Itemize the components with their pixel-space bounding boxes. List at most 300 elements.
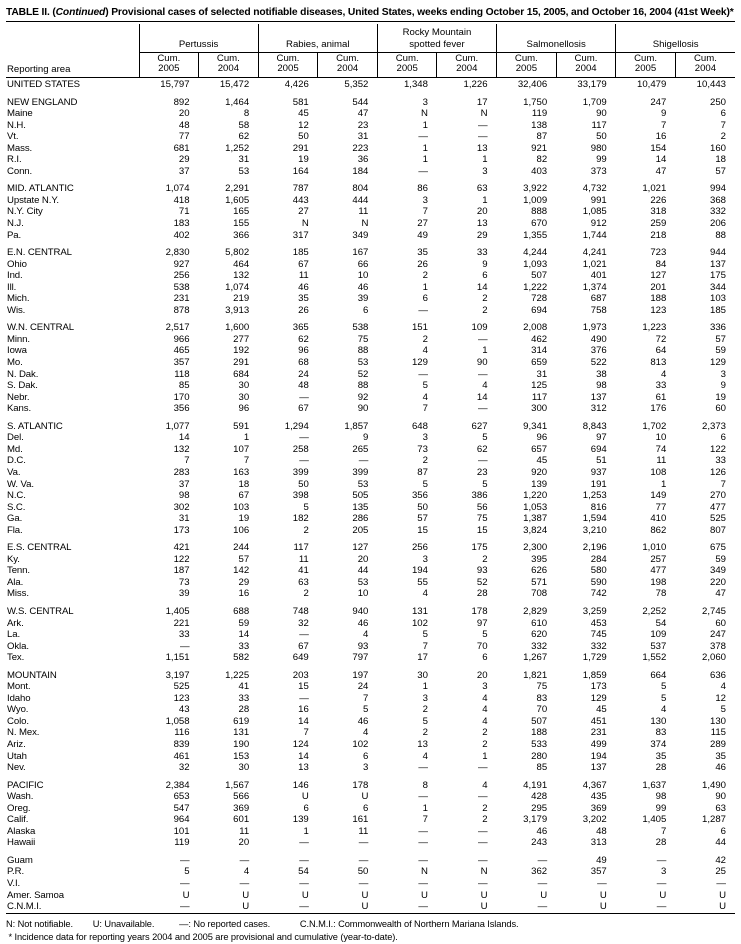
cell-value: 178 bbox=[471, 605, 488, 617]
table-row bbox=[6, 369, 735, 381]
cell-value: 49 bbox=[417, 229, 428, 241]
cell-value: 270 bbox=[709, 490, 726, 502]
row-area-label: Ariz. bbox=[7, 738, 26, 750]
cell-value: 63 bbox=[476, 183, 488, 195]
cell-value: 12 bbox=[298, 119, 309, 131]
cell-value: 103 bbox=[233, 501, 250, 513]
cell-value: — bbox=[180, 854, 190, 866]
cell-value: 41 bbox=[298, 565, 309, 577]
cell-value: 44 bbox=[357, 565, 369, 577]
cell-value: 369 bbox=[233, 802, 250, 814]
cell-value: 13 bbox=[476, 218, 488, 230]
cell-value: 15,797 bbox=[160, 79, 190, 90]
row-area-label: Ill. bbox=[7, 281, 17, 293]
cell-value: 566 bbox=[233, 791, 250, 803]
cell-value: U bbox=[599, 901, 607, 913]
cell-value: 1,859 bbox=[582, 669, 607, 681]
cell-value: 191 bbox=[590, 478, 607, 490]
row-area-label: Pa. bbox=[7, 229, 22, 241]
row-area-label: Kans. bbox=[7, 403, 32, 415]
cell-value: 35 bbox=[715, 750, 726, 762]
cell-value: — bbox=[477, 333, 488, 345]
cell-value: 464 bbox=[233, 258, 250, 270]
row-area-label: Wis. bbox=[7, 304, 26, 316]
cell-value: 56 bbox=[476, 501, 488, 513]
cell-value: 10 bbox=[655, 432, 667, 444]
year-label: 2005 bbox=[158, 63, 180, 75]
row-area-label: S.C. bbox=[7, 501, 26, 513]
table-row bbox=[6, 780, 735, 792]
cell-value: 3 bbox=[422, 553, 428, 565]
cell-value: 1,222 bbox=[523, 281, 548, 293]
disease-name-line1: Pertussis bbox=[178, 38, 219, 50]
cell-value: — bbox=[477, 791, 488, 803]
row-area-label: Mont. bbox=[7, 681, 31, 693]
cell-value: 219 bbox=[233, 293, 250, 305]
cell-value: 920 bbox=[531, 466, 548, 478]
year-label: 2004 bbox=[336, 63, 359, 75]
cell-value: 106 bbox=[233, 524, 250, 536]
row-area-label: Md. bbox=[7, 443, 23, 455]
cell-value: 7 bbox=[422, 206, 428, 218]
cell-value: 694 bbox=[531, 304, 548, 316]
cell-value: 461 bbox=[173, 750, 190, 762]
cell-value: 49 bbox=[596, 854, 607, 866]
cell-value: 73 bbox=[178, 576, 190, 588]
cell-value: 130 bbox=[709, 715, 726, 727]
table-row bbox=[6, 513, 735, 525]
cell-value: 5 bbox=[422, 629, 428, 641]
title-suffix: ) Provisional cases of selected notifiable diseases, United States, weeks ending October 15, 2005, and October 16, 2004 (41st Week)* bbox=[105, 7, 734, 18]
cell-value: 490 bbox=[590, 333, 607, 345]
cell-value: 90 bbox=[715, 791, 726, 803]
cell-value: 1,750 bbox=[523, 96, 548, 108]
cell-value: — bbox=[537, 878, 548, 889]
cell-value: 912 bbox=[590, 218, 607, 230]
cell-value: 1,594 bbox=[582, 513, 607, 525]
cell-value: 813 bbox=[650, 357, 667, 369]
row-area-label: Tex. bbox=[7, 652, 25, 664]
cell-value: 670 bbox=[531, 218, 548, 230]
cell-value: 20 bbox=[476, 669, 488, 681]
cell-value: U bbox=[301, 791, 309, 803]
cell-value: 435 bbox=[590, 791, 607, 803]
cell-value: 52 bbox=[357, 368, 369, 380]
cell-value: 131 bbox=[233, 727, 250, 739]
cell-value: 36 bbox=[357, 154, 369, 166]
row-area-label: Mo. bbox=[7, 357, 23, 369]
row-area-label: W.S. CENTRAL bbox=[7, 605, 74, 617]
cell-value: 5 bbox=[482, 478, 488, 490]
cell-value: 28 bbox=[655, 837, 667, 849]
cell-value: 19 bbox=[715, 391, 726, 403]
col-header-pertussis-2005 bbox=[139, 52, 199, 77]
cell-value: 2,291 bbox=[225, 183, 250, 195]
cell-value: 77 bbox=[655, 501, 667, 513]
cell-value: 317 bbox=[292, 229, 309, 241]
cell-value: 250 bbox=[709, 96, 726, 108]
table-header bbox=[6, 22, 735, 79]
cell-value: 653 bbox=[173, 791, 190, 803]
cum-label: Cum. bbox=[395, 52, 419, 64]
cell-value: 5 bbox=[482, 629, 488, 641]
cell-value: 5 bbox=[482, 432, 488, 444]
cell-value: 72 bbox=[655, 333, 667, 345]
cell-value: 35 bbox=[655, 750, 667, 762]
cell-value: 462 bbox=[531, 333, 548, 345]
cell-value: 344 bbox=[709, 281, 726, 293]
cell-value: 183 bbox=[173, 218, 190, 230]
cell-value: 684 bbox=[233, 368, 250, 380]
cell-value: 15 bbox=[417, 524, 428, 536]
table-row bbox=[6, 183, 735, 195]
year-label: 2004 bbox=[694, 63, 717, 75]
cell-value: 428 bbox=[531, 791, 548, 803]
cell-value: — bbox=[597, 878, 607, 889]
cell-value: 2 bbox=[303, 588, 309, 600]
cell-value: 3 bbox=[422, 692, 428, 704]
cell-value: 1 bbox=[422, 119, 428, 131]
cell-value: — bbox=[418, 304, 428, 316]
cell-value: 1,709 bbox=[582, 96, 607, 108]
cell-value: 163 bbox=[233, 466, 250, 478]
cell-value: 93 bbox=[357, 640, 369, 652]
cell-value: — bbox=[358, 878, 369, 889]
cell-value: U bbox=[361, 901, 369, 913]
cell-value: 50 bbox=[357, 866, 369, 878]
table-row bbox=[6, 693, 735, 705]
cell-value: 3 bbox=[720, 368, 726, 380]
cell-value: 16 bbox=[655, 131, 667, 143]
cell-value: — bbox=[418, 165, 428, 177]
cell-value: — bbox=[477, 878, 488, 889]
cell-value: 451 bbox=[590, 715, 607, 727]
cell-value: 525 bbox=[709, 513, 726, 525]
cell-value: 7 bbox=[661, 119, 667, 131]
disease-name-line1: Rocky Mountain bbox=[402, 27, 472, 39]
cell-value: 2 bbox=[720, 131, 726, 143]
cell-value: 73 bbox=[417, 443, 428, 455]
cell-value: 1,857 bbox=[344, 420, 369, 432]
cell-value: 3,197 bbox=[165, 669, 190, 681]
cell-value: 53 bbox=[357, 357, 369, 369]
cell-value: 11 bbox=[298, 553, 309, 565]
cell-value: 807 bbox=[709, 524, 726, 536]
row-area-label: Upstate N.Y. bbox=[7, 194, 59, 206]
cell-value: 888 bbox=[531, 206, 548, 218]
cell-value: 2,300 bbox=[523, 542, 548, 554]
cell-value: 619 bbox=[233, 715, 250, 727]
cell-value: 10 bbox=[357, 270, 369, 282]
cell-value: 107 bbox=[233, 443, 250, 455]
cell-value: 102 bbox=[352, 738, 369, 750]
cell-value: 26 bbox=[298, 304, 309, 316]
cell-value: 3,179 bbox=[523, 814, 548, 826]
table-row bbox=[6, 334, 735, 346]
cell-value: 410 bbox=[650, 513, 667, 525]
cell-value: 1 bbox=[422, 802, 428, 814]
row-area-label: S. ATLANTIC bbox=[7, 420, 63, 432]
reporting-area-header: Reporting area bbox=[7, 64, 71, 75]
cell-value: 58 bbox=[238, 119, 250, 131]
cell-value: 6 bbox=[303, 802, 309, 814]
cell-value: 45 bbox=[536, 455, 548, 467]
disease-name-line1: Salmonellosis bbox=[526, 38, 586, 50]
cell-value: U bbox=[301, 889, 309, 901]
cell-value: 302 bbox=[173, 501, 190, 513]
table-row bbox=[6, 421, 735, 433]
cell-value: 1,223 bbox=[642, 322, 667, 334]
cell-value: 5,802 bbox=[225, 247, 250, 259]
cell-value: 59 bbox=[715, 553, 726, 565]
cell-value: 944 bbox=[709, 247, 726, 259]
table-row bbox=[6, 837, 735, 849]
cell-value: 4 bbox=[661, 368, 667, 380]
cell-value: 48 bbox=[298, 380, 309, 392]
cell-value: 657 bbox=[531, 443, 548, 455]
cell-value: 277 bbox=[233, 333, 250, 345]
cum-label: Cum. bbox=[693, 52, 717, 64]
cell-value: 1 bbox=[243, 432, 250, 444]
cell-value: 47 bbox=[357, 108, 369, 120]
cell-value: — bbox=[299, 629, 309, 641]
cell-value: 117 bbox=[293, 542, 309, 554]
cell-value: 52 bbox=[476, 576, 488, 588]
year-label: 2005 bbox=[515, 63, 538, 75]
cell-value: — bbox=[477, 837, 488, 849]
cell-value: 173 bbox=[590, 681, 607, 693]
cell-value: — bbox=[418, 901, 428, 913]
cell-value: 78 bbox=[655, 588, 667, 600]
year-label: 2005 bbox=[277, 63, 299, 75]
cell-value: 47 bbox=[715, 588, 726, 600]
cell-value: 88 bbox=[715, 229, 726, 241]
cell-value: 3,913 bbox=[225, 304, 250, 316]
row-area-label: Ala. bbox=[7, 576, 24, 588]
cell-value: 129 bbox=[590, 692, 607, 704]
cell-value: 4,732 bbox=[582, 183, 607, 195]
cell-value: 205 bbox=[352, 524, 369, 536]
cell-value: 5 bbox=[184, 866, 190, 878]
cell-value: 17 bbox=[417, 652, 428, 664]
cell-value: 23 bbox=[476, 466, 488, 478]
row-area-label: PACIFIC bbox=[7, 779, 44, 791]
cell-value: 27 bbox=[298, 206, 309, 218]
table-row bbox=[6, 143, 735, 155]
cell-value: 62 bbox=[298, 333, 309, 345]
cell-value: — bbox=[477, 368, 488, 380]
cell-value: 332 bbox=[709, 206, 726, 218]
cell-value: 356 bbox=[411, 490, 428, 502]
cell-value: 61 bbox=[655, 391, 667, 403]
cell-value: 259 bbox=[650, 218, 667, 230]
cell-value: 2,008 bbox=[523, 322, 548, 334]
cell-value: U bbox=[719, 889, 726, 901]
cell-value: 547 bbox=[173, 802, 190, 814]
cell-value: U bbox=[599, 889, 607, 901]
cell-value: 20 bbox=[476, 206, 488, 218]
cell-value: 2,829 bbox=[523, 605, 548, 617]
cell-value: N bbox=[361, 218, 369, 230]
cell-value: 146 bbox=[292, 779, 309, 791]
cell-value: 130 bbox=[650, 715, 667, 727]
cell-value: 2,384 bbox=[165, 779, 190, 791]
cell-value: 33 bbox=[238, 692, 250, 704]
cell-value: U bbox=[421, 889, 428, 901]
cell-value: 139 bbox=[531, 478, 548, 490]
cell-value: 206 bbox=[709, 218, 726, 230]
row-area-label: Nev. bbox=[7, 762, 26, 774]
cell-value: 659 bbox=[531, 357, 548, 369]
cell-value: 77 bbox=[178, 131, 190, 143]
cell-value: 137 bbox=[590, 391, 607, 403]
cell-value: 1,151 bbox=[165, 652, 190, 664]
cell-value: 265 bbox=[352, 443, 369, 455]
cell-value: 3 bbox=[422, 432, 428, 444]
row-area-label: N. Dak. bbox=[7, 368, 39, 380]
table-row bbox=[6, 218, 735, 230]
cell-value: 366 bbox=[233, 229, 250, 241]
row-area-label: R.I. bbox=[7, 154, 22, 166]
cell-value: 7 bbox=[720, 119, 726, 131]
cell-value: 7 bbox=[243, 455, 250, 467]
cell-value: 1,021 bbox=[582, 258, 607, 270]
cell-value: 9,341 bbox=[523, 420, 548, 432]
cell-value: 538 bbox=[352, 322, 369, 334]
cell-value: 88 bbox=[357, 345, 369, 357]
cell-value: 6 bbox=[363, 750, 369, 762]
cell-value: 862 bbox=[650, 524, 667, 536]
table-row bbox=[6, 618, 735, 630]
row-area-label: Mich. bbox=[7, 293, 30, 305]
cell-value: 648 bbox=[411, 420, 428, 432]
table-row bbox=[6, 444, 735, 456]
cell-value: — bbox=[418, 878, 428, 889]
cell-value: 198 bbox=[650, 576, 667, 588]
table-row bbox=[6, 380, 735, 392]
row-area-label: Amer. Samoa bbox=[7, 889, 65, 901]
cell-value: 109 bbox=[650, 629, 667, 641]
cell-value: 13 bbox=[417, 738, 428, 750]
cell-value: 291 bbox=[292, 142, 309, 154]
cell-value: 758 bbox=[590, 304, 607, 316]
cell-value: 46 bbox=[298, 281, 309, 293]
table-row bbox=[6, 467, 735, 479]
year-label: 2004 bbox=[217, 63, 240, 75]
row-area-label: W.N. CENTRAL bbox=[7, 322, 75, 334]
table-row bbox=[6, 345, 735, 357]
cell-value: 59 bbox=[715, 345, 726, 357]
cell-value: 664 bbox=[650, 669, 667, 681]
cell-value: 192 bbox=[233, 345, 250, 357]
cell-value: 87 bbox=[417, 466, 428, 478]
cell-value: 804 bbox=[352, 183, 369, 195]
cell-value: 1,220 bbox=[523, 490, 548, 502]
cell-value: 25 bbox=[715, 866, 726, 878]
row-area-label: N.Y. City bbox=[7, 206, 43, 218]
table-row bbox=[6, 206, 735, 218]
table-row bbox=[6, 739, 735, 751]
cell-value: 98 bbox=[178, 490, 190, 502]
table-row bbox=[6, 629, 735, 641]
cum-year-header-row bbox=[6, 52, 735, 77]
cell-value: — bbox=[358, 837, 369, 849]
cell-value: 728 bbox=[531, 293, 548, 305]
row-area-label: Ga. bbox=[7, 513, 23, 525]
cell-value: 37 bbox=[178, 478, 190, 490]
cell-value: 35 bbox=[298, 293, 309, 305]
year-label: 2004 bbox=[456, 63, 478, 75]
cell-value: 14 bbox=[655, 154, 667, 166]
cell-value: 50 bbox=[417, 501, 428, 513]
cell-value: — bbox=[418, 825, 428, 837]
cell-value: 194 bbox=[590, 750, 607, 762]
cell-value: 149 bbox=[650, 490, 667, 502]
cell-value: 477 bbox=[650, 565, 667, 577]
cell-value: 6 bbox=[482, 270, 488, 282]
table-row bbox=[6, 641, 735, 653]
cell-value: 92 bbox=[357, 391, 369, 403]
cell-value: — bbox=[358, 854, 369, 866]
cell-value: N bbox=[480, 866, 488, 878]
cell-value: 10,443 bbox=[696, 79, 726, 90]
cell-value: 14 bbox=[476, 281, 488, 293]
table-row bbox=[6, 247, 735, 259]
col-header-rmsf-2005 bbox=[377, 52, 437, 77]
cell-value: 937 bbox=[590, 466, 607, 478]
cell-value: 1,374 bbox=[582, 281, 607, 293]
cell-value: 164 bbox=[292, 165, 309, 177]
cell-value: 7 bbox=[303, 727, 309, 739]
cell-value: 839 bbox=[173, 738, 190, 750]
table-row bbox=[6, 814, 735, 826]
cell-value: 1,053 bbox=[523, 501, 548, 513]
year-label: 2005 bbox=[396, 63, 418, 75]
cell-value: 4,367 bbox=[582, 779, 607, 791]
cell-value: 312 bbox=[590, 403, 607, 415]
cell-value: 507 bbox=[531, 715, 548, 727]
cell-value: 60 bbox=[715, 403, 726, 415]
cell-value: 33 bbox=[238, 640, 250, 652]
cell-value: 39 bbox=[178, 588, 190, 600]
header-blank-cell bbox=[6, 24, 139, 52]
row-area-label: N.C. bbox=[7, 490, 26, 502]
cell-value: — bbox=[239, 854, 250, 866]
cell-value: 62 bbox=[238, 131, 250, 143]
cell-value: 2,196 bbox=[582, 542, 607, 554]
cell-value: 2,830 bbox=[165, 247, 190, 259]
cell-value: 160 bbox=[709, 142, 726, 154]
table-row bbox=[6, 652, 735, 664]
cell-value: 53 bbox=[238, 165, 250, 177]
cell-value: 1,464 bbox=[225, 96, 250, 108]
cell-value: 8 bbox=[243, 108, 250, 120]
cell-value: 688 bbox=[233, 605, 250, 617]
cell-value: 1,287 bbox=[701, 814, 726, 826]
cell-value: 313 bbox=[590, 837, 607, 849]
cell-value: 2 bbox=[422, 270, 428, 282]
footnote-abbreviations: N: Not notifiable. U: Unavailable. —: No reported cases. C.N.M.I.: Commonwealth of Northern Mariana Islands. bbox=[6, 918, 519, 929]
row-area-label: Wyo. bbox=[7, 704, 29, 716]
cell-value: 16 bbox=[238, 588, 250, 600]
cell-value: — bbox=[656, 901, 667, 913]
cell-value: 53 bbox=[357, 576, 369, 588]
cell-value: 1 bbox=[422, 142, 428, 154]
row-area-label: Alaska bbox=[7, 825, 36, 837]
cell-value: U bbox=[182, 889, 190, 901]
row-area-label: N.H. bbox=[7, 119, 26, 131]
cell-value: 2,060 bbox=[701, 652, 726, 664]
